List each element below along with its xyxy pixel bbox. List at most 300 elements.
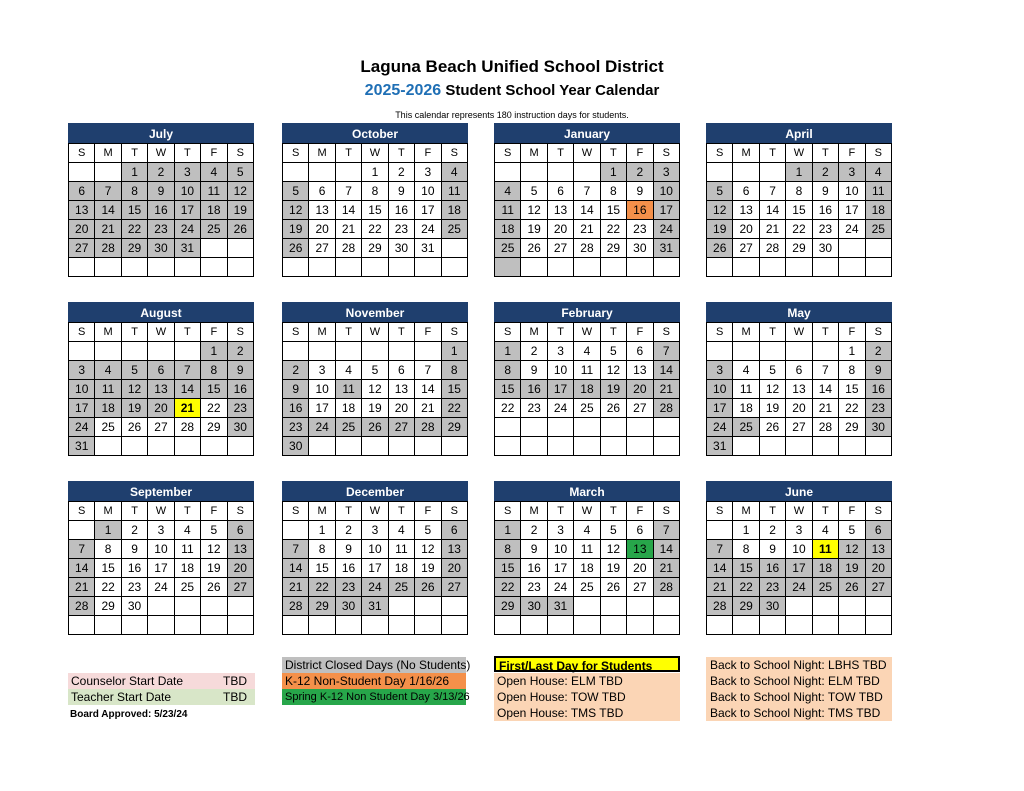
day-cell: 18 xyxy=(441,201,467,220)
empty-cell xyxy=(148,258,174,277)
month-december xyxy=(282,481,468,635)
day-cell: 21 xyxy=(415,399,441,418)
day-cell: 20 xyxy=(388,399,414,418)
day-cell: 19 xyxy=(283,220,309,239)
week-row xyxy=(69,399,254,418)
empty-cell xyxy=(441,616,467,635)
day-cell: 10 xyxy=(839,182,865,201)
weekday-label: F xyxy=(201,323,227,342)
day-cell: 25 xyxy=(335,418,361,437)
day-cell: 5 xyxy=(600,521,626,540)
board-approved: Board Approved: 5/23/24 xyxy=(70,709,188,720)
day-cell: 1 xyxy=(121,163,147,182)
week-row xyxy=(495,239,680,258)
week-row xyxy=(495,182,680,201)
week-row xyxy=(69,239,254,258)
day-cell: 7 xyxy=(415,361,441,380)
day-cell: 19 xyxy=(759,399,785,418)
day-cell: 13 xyxy=(441,540,467,559)
day-cell: 23 xyxy=(521,399,547,418)
week-row xyxy=(283,380,468,399)
empty-cell xyxy=(600,437,626,456)
empty-cell xyxy=(495,437,521,456)
empty-cell xyxy=(415,342,441,361)
empty-cell xyxy=(786,258,812,277)
day-cell: 17 xyxy=(839,201,865,220)
month-table xyxy=(706,143,892,277)
day-cell: 1 xyxy=(362,163,388,182)
day-cell: 6 xyxy=(441,521,467,540)
weekday-label: S xyxy=(495,144,521,163)
month-november xyxy=(282,302,468,456)
day-cell: 19 xyxy=(415,559,441,578)
month-header: September xyxy=(68,481,254,501)
day-cell: 17 xyxy=(174,201,200,220)
weekday-label: S xyxy=(707,323,733,342)
weekday-label: M xyxy=(95,323,121,342)
day-cell: 21 xyxy=(653,380,679,399)
day-cell: 30 xyxy=(759,597,785,616)
day-cell: 4 xyxy=(174,521,200,540)
week-row xyxy=(707,342,892,361)
day-cell: 21 xyxy=(574,220,600,239)
empty-cell xyxy=(574,597,600,616)
day-cell: 13 xyxy=(388,380,414,399)
month-header: May xyxy=(706,302,892,322)
counselor-label: Counselor Start Date xyxy=(71,674,184,688)
day-cell: 15 xyxy=(600,201,626,220)
day-cell: 21 xyxy=(653,559,679,578)
day-cell: 8 xyxy=(495,540,521,559)
week-row xyxy=(69,220,254,239)
day-cell: 14 xyxy=(174,380,200,399)
week-row xyxy=(283,616,468,635)
day-cell: 23 xyxy=(627,220,653,239)
weekday-label: S xyxy=(283,144,309,163)
day-cell: 17 xyxy=(362,559,388,578)
week-row xyxy=(69,437,254,456)
legend-spring-non-student-day: Spring K-12 Non Student Day 3/13/26 xyxy=(282,689,466,705)
open-house-tow: Open House: TOW TBD xyxy=(494,689,680,705)
empty-cell xyxy=(865,437,891,456)
week-row xyxy=(283,258,468,277)
empty-cell xyxy=(362,437,388,456)
day-cell: 24 xyxy=(707,418,733,437)
day-cell: 5 xyxy=(201,521,227,540)
weekday-label: F xyxy=(415,502,441,521)
week-row xyxy=(283,437,468,456)
empty-cell xyxy=(495,163,521,182)
week-row xyxy=(495,361,680,380)
day-cell: 8 xyxy=(600,182,626,201)
empty-cell xyxy=(707,342,733,361)
day-cell: 19 xyxy=(839,559,865,578)
day-cell: 15 xyxy=(733,559,759,578)
day-cell: 1 xyxy=(309,521,335,540)
empty-cell xyxy=(812,597,838,616)
day-cell: 21 xyxy=(759,220,785,239)
day-cell: 10 xyxy=(174,182,200,201)
day-cell: 16 xyxy=(812,201,838,220)
weekday-label: S xyxy=(69,144,95,163)
day-cell: 25 xyxy=(574,399,600,418)
day-cell: 27 xyxy=(786,418,812,437)
month-table xyxy=(706,501,892,635)
day-cell: 11 xyxy=(865,182,891,201)
weekday-label: T xyxy=(600,502,626,521)
weekday-label: F xyxy=(201,502,227,521)
week-row xyxy=(69,597,254,616)
day-cell: 8 xyxy=(441,361,467,380)
day-cell: 26 xyxy=(121,418,147,437)
day-cell: 26 xyxy=(415,578,441,597)
day-cell: 3 xyxy=(839,163,865,182)
day-cell: 10 xyxy=(547,540,573,559)
day-cell: 13 xyxy=(627,361,653,380)
week-row xyxy=(495,201,680,220)
empty-cell xyxy=(547,437,573,456)
day-cell: 11 xyxy=(201,182,227,201)
week-row xyxy=(283,559,468,578)
empty-cell xyxy=(759,437,785,456)
empty-cell xyxy=(441,437,467,456)
empty-cell xyxy=(759,163,785,182)
day-cell: 15 xyxy=(121,201,147,220)
day-cell: 28 xyxy=(653,399,679,418)
empty-cell xyxy=(812,616,838,635)
week-row xyxy=(495,437,680,456)
day-cell: 19 xyxy=(362,399,388,418)
day-cell: 14 xyxy=(653,540,679,559)
day-cell: 11 xyxy=(441,182,467,201)
week-row xyxy=(495,559,680,578)
weekday-label: M xyxy=(95,144,121,163)
day-cell: 6 xyxy=(388,361,414,380)
day-cell: 14 xyxy=(759,201,785,220)
month-june xyxy=(706,481,892,635)
empty-cell xyxy=(121,342,147,361)
day-cell: 3 xyxy=(707,361,733,380)
day-cell: 15 xyxy=(362,201,388,220)
empty-cell xyxy=(388,597,414,616)
day-cell: 9 xyxy=(148,182,174,201)
day-cell: 20 xyxy=(865,559,891,578)
weekday-label: W xyxy=(786,323,812,342)
weekday-label: M xyxy=(521,502,547,521)
day-cell: 16 xyxy=(335,559,361,578)
day-cell: 26 xyxy=(201,578,227,597)
day-cell: 26 xyxy=(521,239,547,258)
weekday-label: S xyxy=(495,323,521,342)
weekday-label: W xyxy=(148,144,174,163)
weekday-label: M xyxy=(95,502,121,521)
bts-elm: Back to School Night: ELM TBD xyxy=(706,673,892,689)
school-year: 2025-2026 xyxy=(364,82,442,99)
day-cell: 16 xyxy=(121,559,147,578)
empty-cell xyxy=(865,239,891,258)
weekday-label: F xyxy=(627,502,653,521)
day-cell: 26 xyxy=(227,220,253,239)
day-cell: 25 xyxy=(201,220,227,239)
day-cell: 27 xyxy=(309,239,335,258)
week-row xyxy=(69,201,254,220)
day-cell: 29 xyxy=(495,597,521,616)
day-cell: 25 xyxy=(388,578,414,597)
day-cell: 18 xyxy=(95,399,121,418)
open-house-tms: Open House: TMS TBD xyxy=(494,705,680,721)
day-cell: 21 xyxy=(95,220,121,239)
week-row xyxy=(707,220,892,239)
weekday-label: T xyxy=(174,323,200,342)
bts-tms: Back to School Night: TMS TBD xyxy=(706,705,892,721)
day-cell: 1 xyxy=(600,163,626,182)
month-table xyxy=(68,322,254,456)
day-cell: 27 xyxy=(388,418,414,437)
week-row xyxy=(707,578,892,597)
day-cell: 26 xyxy=(759,418,785,437)
weekday-label: T xyxy=(388,502,414,521)
week-row xyxy=(495,418,680,437)
day-cell: 17 xyxy=(653,201,679,220)
day-cell: 22 xyxy=(600,220,626,239)
empty-cell xyxy=(733,342,759,361)
day-cell: 28 xyxy=(812,418,838,437)
day-cell: 19 xyxy=(521,220,547,239)
empty-cell xyxy=(547,258,573,277)
empty-cell xyxy=(653,437,679,456)
day-cell: 6 xyxy=(227,521,253,540)
week-row xyxy=(69,578,254,597)
empty-cell xyxy=(69,616,95,635)
day-cell: 22 xyxy=(201,399,227,418)
day-cell: 9 xyxy=(759,540,785,559)
week-row xyxy=(495,578,680,597)
day-cell: 14 xyxy=(415,380,441,399)
day-cell: 23 xyxy=(227,399,253,418)
day-cell: 31 xyxy=(707,437,733,456)
week-row xyxy=(283,361,468,380)
day-cell: 19 xyxy=(227,201,253,220)
day-cell: 14 xyxy=(69,559,95,578)
month-header: February xyxy=(494,302,680,322)
day-cell: 1 xyxy=(839,342,865,361)
day-cell: 1 xyxy=(95,521,121,540)
day-cell: 28 xyxy=(707,597,733,616)
day-cell: 12 xyxy=(362,380,388,399)
empty-cell xyxy=(707,258,733,277)
day-cell: 20 xyxy=(627,559,653,578)
empty-cell xyxy=(227,239,253,258)
day-cell: 31 xyxy=(653,239,679,258)
day-cell: 16 xyxy=(388,201,414,220)
day-cell: 7 xyxy=(335,182,361,201)
day-cell: 29 xyxy=(362,239,388,258)
week-row xyxy=(707,597,892,616)
empty-cell xyxy=(627,437,653,456)
day-cell: 15 xyxy=(441,380,467,399)
day-cell: 4 xyxy=(733,361,759,380)
empty-cell xyxy=(812,258,838,277)
week-row xyxy=(283,342,468,361)
day-cell: 25 xyxy=(574,578,600,597)
empty-cell xyxy=(415,258,441,277)
empty-cell xyxy=(600,418,626,437)
month-table xyxy=(68,143,254,277)
day-cell: 5 xyxy=(707,182,733,201)
empty-cell xyxy=(309,437,335,456)
day-cell: 17 xyxy=(415,201,441,220)
weekday-label: M xyxy=(309,323,335,342)
empty-cell xyxy=(653,616,679,635)
day-cell: 2 xyxy=(521,342,547,361)
weekday-label: F xyxy=(201,144,227,163)
day-cell: 13 xyxy=(69,201,95,220)
day-cell: 7 xyxy=(653,521,679,540)
weekday-label: W xyxy=(148,323,174,342)
day-cell: 19 xyxy=(600,380,626,399)
week-row xyxy=(283,521,468,540)
day-cell: 29 xyxy=(839,418,865,437)
day-cell: 12 xyxy=(839,540,865,559)
day-cell: 14 xyxy=(283,559,309,578)
day-cell: 9 xyxy=(227,361,253,380)
weekday-label: T xyxy=(547,323,573,342)
weekday-label: S xyxy=(653,323,679,342)
day-cell: 12 xyxy=(201,540,227,559)
empty-cell xyxy=(759,342,785,361)
empty-cell xyxy=(574,163,600,182)
day-cell: 6 xyxy=(627,342,653,361)
day-cell: 11 xyxy=(388,540,414,559)
weekday-label: S xyxy=(283,502,309,521)
weekday-label: F xyxy=(839,144,865,163)
day-cell: 25 xyxy=(441,220,467,239)
empty-cell xyxy=(441,597,467,616)
day-cell: 13 xyxy=(627,540,653,559)
day-cell: 22 xyxy=(441,399,467,418)
day-cell: 30 xyxy=(388,239,414,258)
week-row xyxy=(283,578,468,597)
month-october xyxy=(282,123,468,277)
week-row xyxy=(707,361,892,380)
day-cell: 30 xyxy=(627,239,653,258)
day-cell: 30 xyxy=(227,418,253,437)
day-cell: 25 xyxy=(95,418,121,437)
counselor-value: TBD xyxy=(223,674,247,688)
day-cell: 22 xyxy=(495,399,521,418)
week-row xyxy=(707,437,892,456)
day-cell: 26 xyxy=(600,578,626,597)
day-cell: 17 xyxy=(69,399,95,418)
week-row xyxy=(495,597,680,616)
weekday-label: T xyxy=(388,323,414,342)
week-row xyxy=(283,163,468,182)
day-cell: 21 xyxy=(174,399,200,418)
day-cell: 27 xyxy=(547,239,573,258)
day-cell: 27 xyxy=(627,399,653,418)
day-cell: 19 xyxy=(707,220,733,239)
week-row xyxy=(495,380,680,399)
empty-cell xyxy=(201,258,227,277)
empty-cell xyxy=(547,163,573,182)
empty-cell xyxy=(495,616,521,635)
empty-cell xyxy=(95,163,121,182)
week-row xyxy=(707,521,892,540)
day-cell: 3 xyxy=(547,521,573,540)
empty-cell xyxy=(521,437,547,456)
empty-cell xyxy=(627,616,653,635)
day-cell: 3 xyxy=(309,361,335,380)
weekday-label: T xyxy=(121,502,147,521)
day-cell: 2 xyxy=(335,521,361,540)
weekday-label: S xyxy=(865,323,891,342)
day-cell: 5 xyxy=(283,182,309,201)
day-cell: 29 xyxy=(600,239,626,258)
empty-cell xyxy=(627,258,653,277)
day-cell: 22 xyxy=(839,399,865,418)
day-cell: 9 xyxy=(812,182,838,201)
day-cell: 25 xyxy=(495,239,521,258)
day-cell: 31 xyxy=(174,239,200,258)
day-cell: 20 xyxy=(733,220,759,239)
empty-cell xyxy=(283,342,309,361)
day-cell: 9 xyxy=(627,182,653,201)
day-cell: 23 xyxy=(865,399,891,418)
day-cell: 15 xyxy=(839,380,865,399)
day-cell: 20 xyxy=(69,220,95,239)
week-row xyxy=(707,258,892,277)
day-cell: 15 xyxy=(201,380,227,399)
day-cell: 23 xyxy=(759,578,785,597)
week-row xyxy=(707,380,892,399)
day-cell: 4 xyxy=(335,361,361,380)
week-row xyxy=(283,597,468,616)
empty-cell xyxy=(174,258,200,277)
legend-first-last-day: First/Last Day for Students xyxy=(494,656,680,672)
day-cell: 9 xyxy=(521,540,547,559)
week-row xyxy=(707,418,892,437)
empty-cell xyxy=(388,342,414,361)
day-cell: 6 xyxy=(733,182,759,201)
day-cell: 26 xyxy=(362,418,388,437)
empty-cell xyxy=(812,342,838,361)
day-cell: 24 xyxy=(653,220,679,239)
week-row xyxy=(707,182,892,201)
week-row xyxy=(707,201,892,220)
day-cell: 19 xyxy=(600,559,626,578)
day-cell: 20 xyxy=(309,220,335,239)
day-cell: 7 xyxy=(574,182,600,201)
empty-cell xyxy=(839,597,865,616)
week-row xyxy=(495,399,680,418)
day-cell: 28 xyxy=(415,418,441,437)
day-cell: 6 xyxy=(148,361,174,380)
day-cell: 24 xyxy=(415,220,441,239)
empty-cell xyxy=(627,418,653,437)
empty-cell xyxy=(174,342,200,361)
day-cell: 7 xyxy=(69,540,95,559)
day-cell: 17 xyxy=(547,380,573,399)
month-september xyxy=(68,481,254,635)
day-cell: 28 xyxy=(759,239,785,258)
day-cell: 28 xyxy=(174,418,200,437)
day-cell: 10 xyxy=(653,182,679,201)
empty-cell xyxy=(148,437,174,456)
day-cell: 2 xyxy=(627,163,653,182)
empty-cell xyxy=(174,437,200,456)
day-cell: 4 xyxy=(574,342,600,361)
day-cell: 7 xyxy=(707,540,733,559)
